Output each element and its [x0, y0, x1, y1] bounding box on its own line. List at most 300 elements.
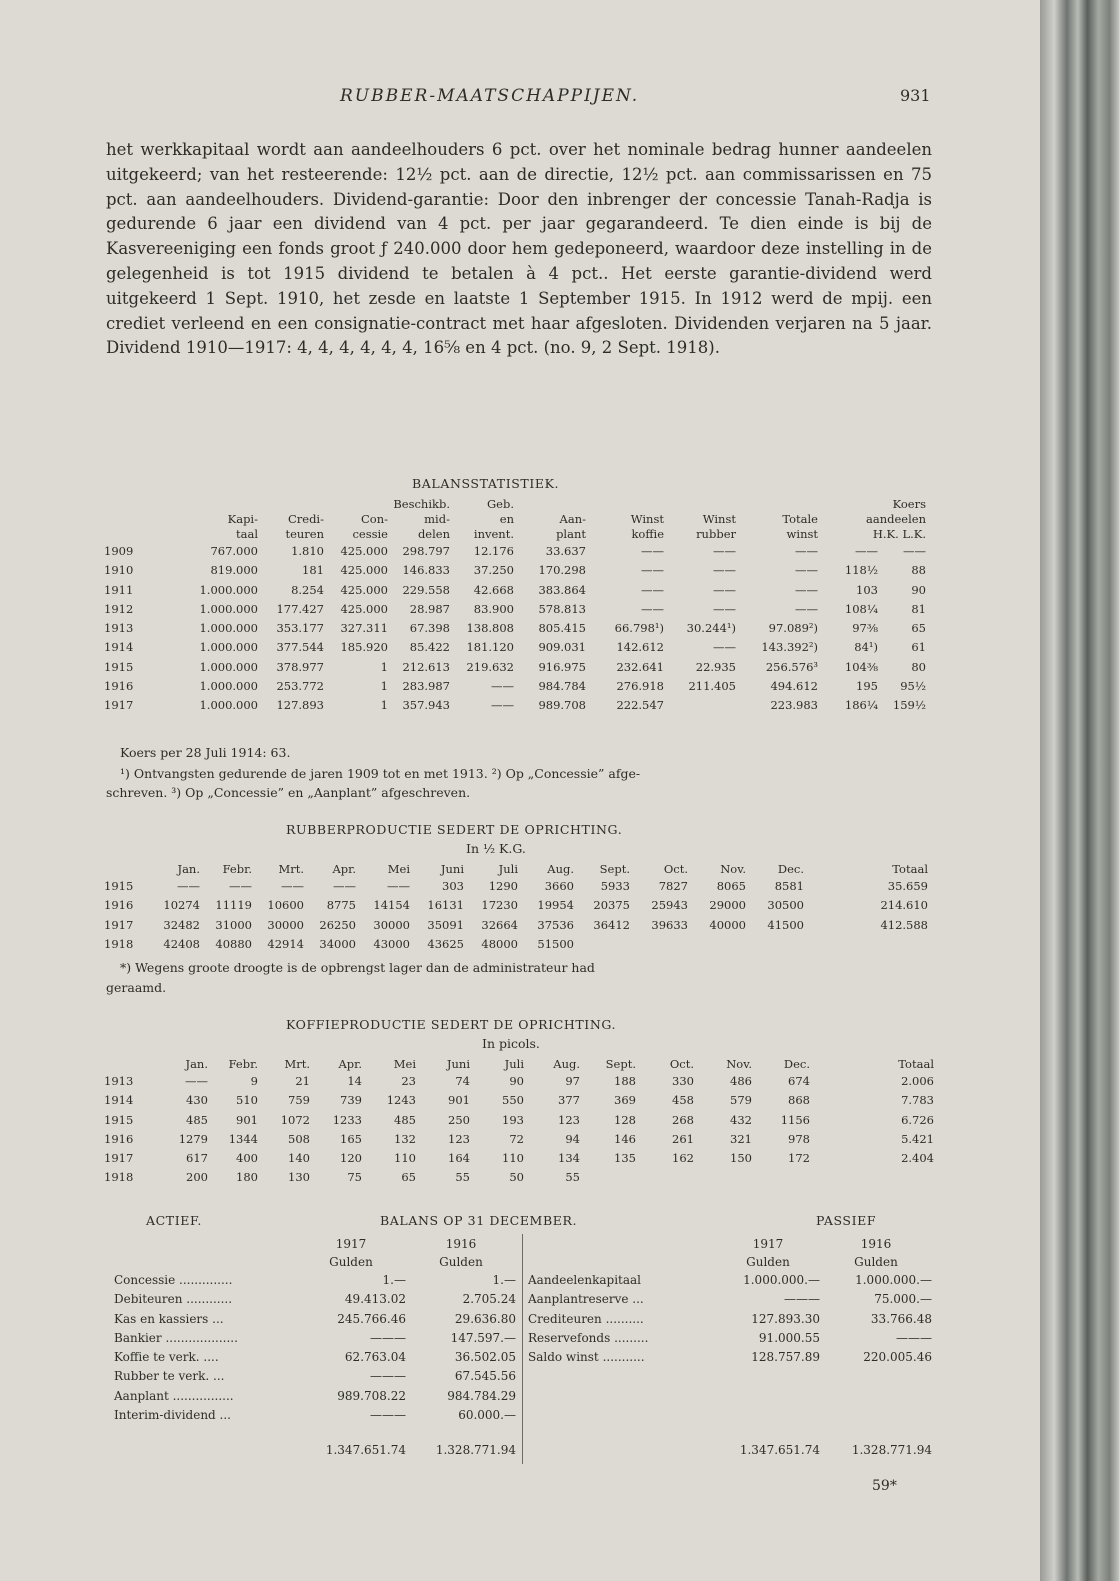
value-cell: —— [641, 563, 664, 578]
col-head: Aan- [559, 512, 586, 526]
balance-row [528, 1271, 932, 1290]
year-cell: 1917 [104, 1151, 134, 1166]
col-head: Credi- [287, 512, 324, 526]
column-header: Jan. [185, 1057, 208, 1071]
value-cell: 214.610 [880, 898, 928, 913]
book-edge [1040, 0, 1119, 1581]
value-cell: 1344 [228, 1131, 258, 1146]
year-cell: 1916 [104, 1131, 134, 1146]
value-cell: —— [713, 640, 736, 655]
value-cell: 120 [340, 1151, 362, 1166]
year-1916: 1916 [860, 1237, 892, 1251]
col-head: winst [786, 527, 818, 541]
value-cell: 181 [302, 563, 324, 578]
value-cell: 34000 [319, 936, 356, 951]
value-cell: —— [795, 544, 818, 558]
value-cell: 229.558 [402, 582, 450, 597]
value-cell: 425.000 [340, 563, 388, 578]
value-cell: —— [229, 879, 252, 893]
actief-title: ACTIEF. [146, 1213, 202, 1228]
value-cell: 1233 [332, 1112, 362, 1127]
value-cell: 37536 [537, 917, 574, 932]
balance-amount: 91.000.55 [758, 1330, 820, 1345]
value-cell: —— [795, 601, 818, 616]
value-cell: —— [903, 544, 926, 558]
table-row [104, 696, 926, 715]
value-cell: 172 [788, 1151, 810, 1166]
value-cell: 32482 [163, 917, 200, 932]
col-head: delen [417, 527, 450, 541]
value-cell: 200 [186, 1170, 208, 1185]
value-cell: 104⅜ [844, 659, 878, 674]
year-header-row [114, 1235, 516, 1253]
value-cell: 1.000.000 [199, 640, 258, 655]
table-row [104, 542, 926, 561]
page-header [0, 86, 1040, 116]
col-head: Geb. [486, 497, 514, 511]
value-cell: 39633 [651, 917, 688, 932]
currency-label: Gulden [439, 1255, 483, 1269]
currency-header-row [528, 1253, 932, 1271]
year-cell: 1911 [104, 582, 134, 597]
year-1917: 1917 [335, 1237, 367, 1251]
year-cell: 1909 [104, 544, 134, 558]
value-cell: 35091 [427, 917, 464, 932]
column-divider [522, 1234, 523, 1464]
value-cell: 916.975 [538, 659, 586, 674]
balance-label: Reservefonds ......... [528, 1330, 649, 1345]
value-cell: 2.404 [901, 1151, 934, 1166]
table-row [104, 1130, 934, 1149]
value-cell: 110 [502, 1151, 524, 1166]
value-cell: 108¼ [844, 601, 878, 616]
currency-header-row [114, 1253, 516, 1271]
value-cell: 759 [288, 1093, 310, 1108]
year-cell: 1915 [104, 1112, 134, 1127]
value-cell: 1.810 [291, 544, 324, 558]
value-cell: 909.031 [538, 640, 586, 655]
value-cell: 14154 [373, 898, 410, 913]
value-cell: —— [641, 601, 664, 616]
value-cell: 1.000.000 [199, 582, 258, 597]
header-row [104, 497, 926, 512]
value-cell: 193 [502, 1112, 524, 1127]
column-header: Febr. [222, 862, 252, 876]
value-cell: 458 [672, 1093, 694, 1108]
value-cell [746, 935, 804, 954]
value-cell: 232.641 [616, 659, 664, 674]
value-cell: 11119 [215, 898, 252, 913]
value-cell: 400 [236, 1151, 258, 1166]
value-cell: 5933 [600, 879, 630, 893]
value-cell: 8065 [716, 879, 746, 893]
value-cell: 25943 [651, 898, 688, 913]
value-cell: 40000 [709, 917, 746, 932]
year-cell: 1918 [104, 1170, 134, 1185]
balance-row [528, 1310, 932, 1329]
year-cell: 1916 [104, 898, 134, 913]
value-cell: —— [491, 698, 514, 713]
table-row [104, 1072, 934, 1091]
balance-label: Interim-dividend ... [114, 1408, 231, 1423]
year-cell: 1913 [104, 1074, 134, 1088]
rubberproductie-title: RUBBERPRODUCTIE SEDERT DE OPRICHTING. [286, 822, 623, 837]
value-cell: 30000 [373, 917, 410, 932]
rubberproductie-unit: In ½ K.G. [466, 841, 526, 856]
value-cell: 485 [186, 1112, 208, 1127]
col-head: koffie [631, 527, 664, 541]
year-cell: 1910 [104, 563, 134, 578]
value-cell: 767.000 [210, 544, 258, 558]
value-cell [694, 1168, 752, 1187]
table-row [104, 677, 926, 696]
passief-total-row [528, 1425, 932, 1460]
col-head: Koers [892, 497, 926, 511]
value-cell: 22.935 [695, 659, 736, 674]
value-cell: 65 [401, 1170, 416, 1185]
balance-amount: 220.005.46 [863, 1350, 932, 1365]
col-head: cessie [352, 527, 388, 541]
year-cell: 1914 [104, 640, 134, 655]
value-cell: 1.000.000 [199, 679, 258, 694]
table-row [104, 638, 926, 657]
value-cell: 369 [614, 1093, 636, 1108]
col-head: Winst [630, 512, 664, 526]
value-cell: 901 [448, 1093, 470, 1108]
balance-amount: 29.636.80 [454, 1311, 516, 1326]
value-cell: 8775 [326, 898, 356, 913]
value-cell: 33.637 [545, 544, 586, 558]
column-header: Juli [498, 862, 518, 876]
col-head: en [499, 512, 514, 526]
value-cell: —— [281, 879, 304, 893]
value-cell: —— [855, 544, 878, 558]
year-1917: 1917 [752, 1237, 784, 1251]
value-cell: 65 [911, 621, 926, 636]
total-1917: 1.347.651.74 [739, 1443, 820, 1458]
balance-amount: 127.893.30 [751, 1311, 820, 1326]
balance-label: Kas en kassiers ... [114, 1311, 224, 1326]
value-cell: 67.398 [409, 621, 450, 636]
value-cell: 188 [614, 1074, 636, 1088]
currency-label: Gulden [854, 1255, 898, 1269]
body-paragraph [106, 138, 932, 361]
column-header: Nov. [720, 862, 746, 876]
col-head: teuren [285, 527, 324, 541]
value-cell [630, 935, 688, 954]
balance-amount: ——— [370, 1330, 406, 1345]
value-cell: 19954 [537, 898, 574, 913]
value-cell: 14 [347, 1074, 362, 1088]
value-cell: 162 [672, 1151, 694, 1166]
value-cell: 819.000 [210, 563, 258, 578]
value-cell: 42.668 [473, 582, 514, 597]
table-row [104, 1168, 934, 1187]
value-cell: 8.254 [291, 582, 324, 597]
value-cell: 66.798¹) [614, 621, 664, 636]
balance-row [114, 1387, 516, 1406]
rubberproductie-table [104, 862, 928, 954]
value-cell: 425.000 [340, 544, 388, 558]
balansstatistiek-table [104, 497, 926, 716]
value-cell: 298.797 [402, 544, 450, 558]
table-row [104, 916, 928, 935]
value-cell: 1.000.000 [199, 621, 258, 636]
value-cell: 377 [558, 1093, 580, 1108]
value-cell: 321 [730, 1131, 752, 1146]
value-cell: 21 [295, 1074, 310, 1088]
column-header: Mei [387, 862, 410, 876]
rubberproductie-note: *) Wegens groote droogte is de opbrengst lager dan de administrateur had [120, 960, 595, 975]
value-cell: 383.864 [538, 582, 586, 597]
year-cell: 1918 [104, 936, 134, 951]
value-cell: 29000 [709, 898, 746, 913]
value-cell: 31000 [215, 917, 252, 932]
value-cell: 135 [614, 1151, 636, 1166]
balance-row [528, 1329, 932, 1348]
value-cell: 432 [730, 1112, 752, 1127]
balance-amount: ——— [370, 1369, 406, 1384]
balance-row [528, 1290, 932, 1309]
value-cell: —— [387, 879, 410, 893]
value-cell: 32664 [481, 917, 518, 932]
balance-amount: 1.000.000.— [855, 1273, 932, 1287]
balance-amount: 128.757.89 [751, 1350, 820, 1365]
value-cell: 579 [730, 1093, 752, 1108]
value-cell [664, 696, 736, 715]
column-header: Oct. [669, 1057, 694, 1071]
value-cell: 180 [236, 1170, 258, 1185]
balance-amount: 75.000.— [874, 1292, 932, 1307]
column-header: Totaal [892, 862, 928, 876]
column-header: Oct. [663, 862, 688, 876]
table-row [104, 896, 928, 915]
value-cell: 48000 [481, 936, 518, 951]
value-cell: 223.983 [770, 698, 818, 713]
balance-amount: ——— [896, 1330, 932, 1345]
value-cell: 327.311 [340, 621, 388, 636]
value-cell: 739 [340, 1093, 362, 1108]
header-row [104, 1057, 934, 1072]
col-head: invent. [473, 527, 514, 541]
balance-amount: 67.545.56 [454, 1369, 516, 1384]
currency-label: Gulden [329, 1255, 373, 1269]
value-cell: 6.726 [901, 1112, 934, 1127]
value-cell: 1.000.000 [199, 659, 258, 674]
balance-amount: 49.413.02 [344, 1292, 406, 1307]
value-cell: —— [795, 582, 818, 597]
year-cell: 1915 [104, 659, 134, 674]
year-cell: 1916 [104, 679, 134, 694]
col-head: mid- [424, 512, 450, 526]
currency-label: Gulden [746, 1255, 790, 1269]
table-row [104, 658, 926, 677]
col-head: Con- [360, 512, 388, 526]
value-cell: 123 [448, 1131, 470, 1146]
balance-row [114, 1348, 516, 1367]
balansstatistiek-title: BALANSSTATISTIEK. [412, 476, 560, 491]
balance-amount: 1.000.000.— [743, 1273, 820, 1287]
year-cell: 1915 [104, 879, 134, 893]
table-row [104, 1149, 934, 1168]
balansstatistiek-note: ¹) Ontvangsten gedurende de jaren 1909 tot en met 1913. ²) Op „Concessie” afge- [120, 766, 641, 781]
table-row [104, 581, 926, 600]
column-header: Dec. [783, 1057, 810, 1071]
value-cell: 81 [911, 601, 926, 616]
table-row [104, 1091, 934, 1110]
col-head: plant [556, 527, 586, 541]
value-cell: 250 [448, 1112, 470, 1127]
value-cell: 578.813 [538, 601, 586, 616]
balance-label: Saldo winst ........... [528, 1350, 645, 1365]
value-cell: 1279 [178, 1131, 208, 1146]
column-header [104, 862, 148, 877]
value-cell: 177.427 [276, 601, 324, 616]
column-header: Mrt. [284, 1057, 310, 1071]
balance-amount: 62.763.04 [344, 1350, 406, 1365]
value-cell: —— [713, 563, 736, 578]
value-cell: 195 [856, 679, 878, 694]
balance-label: Aandeelenkapitaal [528, 1273, 642, 1287]
balance-amount: 33.766.48 [870, 1311, 932, 1326]
balance-label: Rubber te verk. ... [114, 1369, 225, 1384]
balance-label: Koffie te verk. .... [114, 1350, 219, 1365]
value-cell: 51500 [537, 936, 574, 951]
value-cell: 425.000 [340, 601, 388, 616]
table-row [104, 877, 928, 896]
table-row [104, 935, 928, 954]
value-cell: 1 [380, 659, 388, 674]
value-cell [804, 935, 928, 954]
value-cell: —— [185, 1074, 208, 1088]
column-header: Apr. [338, 1057, 362, 1071]
value-cell: 132 [394, 1131, 416, 1146]
value-cell: 901 [236, 1112, 258, 1127]
col-head: taal [235, 527, 258, 541]
header-row [104, 527, 926, 542]
value-cell: 430 [186, 1093, 208, 1108]
year-1916: 1916 [445, 1237, 477, 1251]
value-cell: 868 [788, 1093, 810, 1108]
balance-amount: 36.502.05 [454, 1350, 516, 1365]
value-cell: 425.000 [340, 582, 388, 597]
column-header [104, 1057, 148, 1072]
koffieproductie-unit: In picols. [482, 1036, 540, 1051]
balance-row [528, 1348, 932, 1367]
col-head: Winst [702, 512, 736, 526]
table-row [104, 600, 926, 619]
balance-amount: 60.000.— [458, 1408, 516, 1423]
column-header: Nov. [726, 1057, 752, 1071]
value-cell: 97⅜ [852, 621, 878, 636]
value-cell: 1 [380, 679, 388, 694]
balance-row [114, 1271, 516, 1290]
value-cell: 146 [614, 1131, 636, 1146]
value-cell: 23 [401, 1074, 416, 1088]
value-cell: 127.893 [276, 698, 324, 713]
col-head: Beschikb. [393, 497, 450, 511]
balans-title: BALANS OP 31 DECEMBER. [380, 1213, 578, 1228]
column-header: Aug. [553, 1057, 580, 1071]
year-cell: 1917 [104, 698, 134, 713]
page-number: 931 [900, 86, 931, 105]
col-head: aandeelen [866, 512, 926, 526]
value-cell: 30000 [267, 917, 304, 932]
value-cell: 377.544 [276, 640, 324, 655]
column-header: Juli [504, 1057, 524, 1071]
value-cell: 7827 [658, 879, 688, 893]
column-header: Totaal [898, 1057, 934, 1071]
value-cell [574, 935, 630, 954]
value-cell: 97 [565, 1074, 580, 1088]
value-cell: 36412 [593, 917, 630, 932]
value-cell: —— [795, 563, 818, 578]
balance-amount: 2.705.24 [462, 1292, 516, 1307]
value-cell: 494.612 [770, 679, 818, 694]
value-cell: 353.177 [276, 621, 324, 636]
value-cell: 674 [788, 1074, 810, 1088]
col-head: Totale [782, 512, 818, 526]
signature-mark: 59* [872, 1478, 897, 1494]
value-cell: 50 [509, 1170, 524, 1185]
value-cell: 1.000.000 [199, 601, 258, 616]
value-cell: 85.422 [409, 640, 450, 655]
value-cell: 508 [288, 1131, 310, 1146]
value-cell: 150 [730, 1151, 752, 1166]
total-1916: 1.328.771.94 [851, 1443, 932, 1458]
value-cell: 9 [250, 1074, 258, 1088]
value-cell: 7.783 [901, 1093, 934, 1108]
value-cell: 140 [288, 1151, 310, 1166]
total-1917: 1.347.651.74 [325, 1443, 406, 1458]
balansstatistiek-note: schreven. ³) Op „Concessie” en „Aanplant” afgeschreven. [106, 785, 471, 800]
column-header: Mrt. [278, 862, 304, 876]
value-cell: 97.089²) [768, 621, 818, 636]
value-cell: 3660 [544, 879, 574, 893]
value-cell: 55 [565, 1170, 580, 1185]
value-cell: 283.987 [402, 679, 450, 694]
koffieproductie-table [104, 1057, 934, 1188]
value-cell: 28.987 [409, 601, 450, 616]
value-cell: 5.421 [901, 1131, 934, 1146]
paragraph-text: het werkkapitaal wordt aan aandeelhouders 6 pct. over het nominale bedrag hunner aandeelen uitgekeerd; van het resteerende: 12½ pct. aan de directie, 12½ pct. aan commissarissen en 75 pct. aan aandeelhouders. Dividend-garantie: Door den inbrenger der concessie Tanah-Radja is gedurende 6 jaar een dividend van 4 pct. per jaar gegarandeerd. Te dien einde is bij de Kasvereeniging een fonds groot ƒ 240.000 door hem gedeponeerd, waardoor deze instelling in de gelegenheid is tot 1915 dividend te betalen à 4 pct.. Het eerste garantie-dividend werd uitgekeerd 1 Sept. 1910, het zesde en laatste 1 September 1915. In 1912 werd de mpij. een crediet verleend en een consignatie-contract met haar afgesloten. Dividenden verjaren na 5 jaar. Dividend 1910—1917: 4, 4, 4, 4, 4, 4, 16⅝ en 4 pct. (no. 9, 2 Sept. 1918). [106, 140, 932, 358]
value-cell: —— [177, 879, 200, 893]
value-cell: 219.632 [466, 659, 514, 674]
header-row [104, 862, 928, 877]
value-cell: 989.708 [538, 698, 586, 713]
value-cell: 110 [394, 1151, 416, 1166]
value-cell: —— [713, 601, 736, 616]
balance-amount: 1.— [492, 1273, 516, 1287]
value-cell: 88 [911, 563, 926, 578]
balance-amount: ——— [784, 1292, 820, 1307]
value-cell: 95½ [900, 679, 926, 694]
value-cell: 10274 [163, 898, 200, 913]
col-head: H.K. L.K. [872, 527, 926, 541]
value-cell: 43625 [427, 936, 464, 951]
value-cell: 12.176 [473, 544, 514, 558]
value-cell: 90 [911, 582, 926, 597]
balance-row [114, 1406, 516, 1425]
value-cell: 20375 [593, 898, 630, 913]
value-cell: 83.900 [473, 601, 514, 616]
balance-row [114, 1367, 516, 1386]
value-cell: 211.405 [688, 679, 736, 694]
value-cell: 164 [448, 1151, 470, 1166]
value-cell: 55 [455, 1170, 470, 1185]
passief-table [528, 1235, 932, 1461]
column-header: Aug. [547, 862, 574, 876]
